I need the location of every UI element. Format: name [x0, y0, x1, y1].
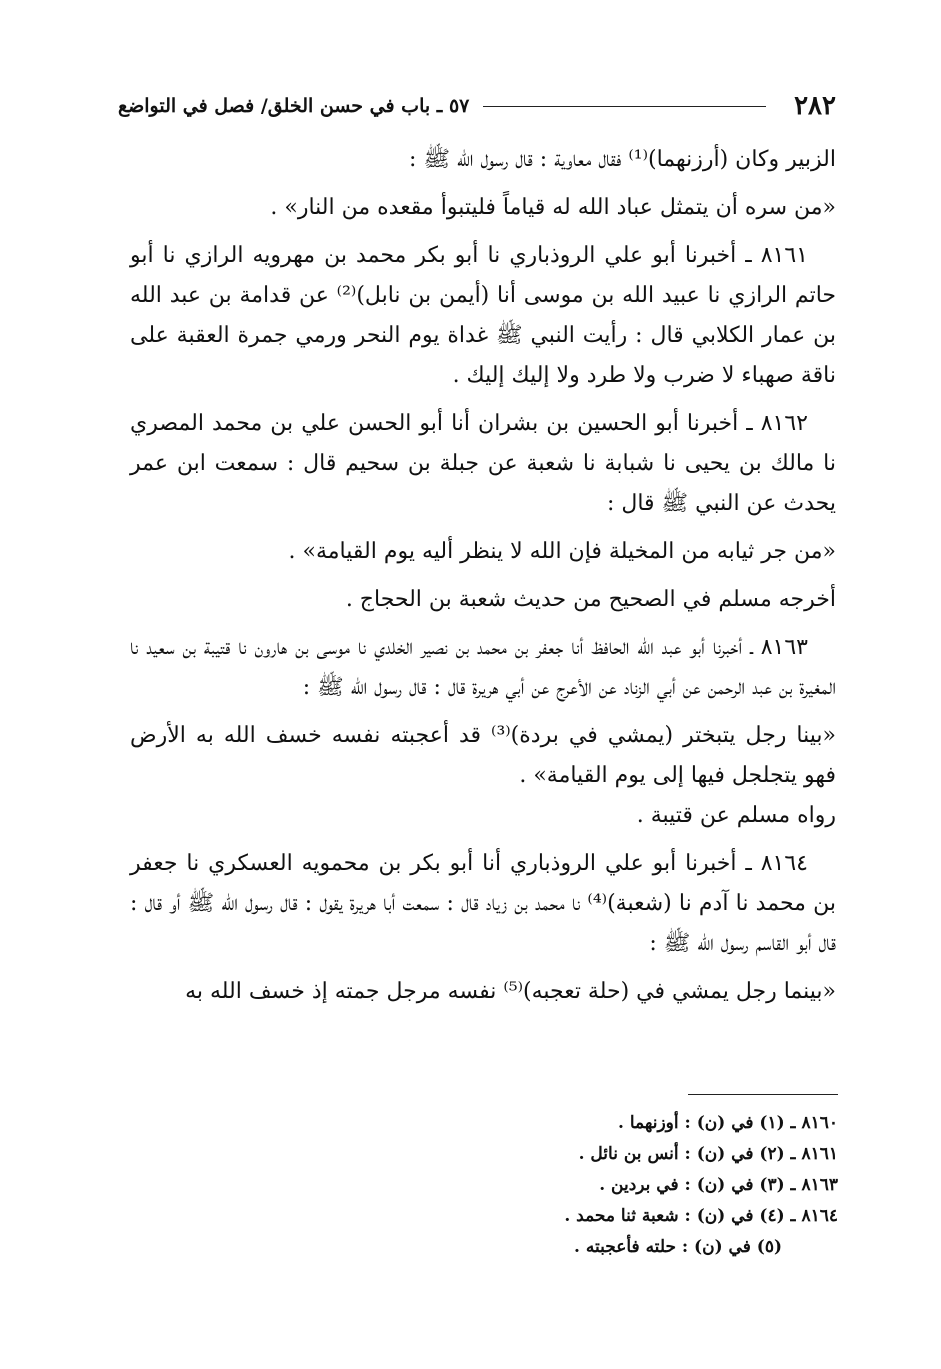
page-number: ٢٨٢ — [794, 91, 836, 121]
hadith-entry-8164: ٨١٦٤ ـ أخبرنا أبو علي الروذباري أنا أبو بكر بن محمويه العسكري نا جعفر بن محمد نا آدم نا (شعبة)⁽⁴⁾ نا محمد بن زياد قال : سمعت أبا هريرة يقول : قال رسول الله ﷺ أو قال : قال أبو القاسم رسول الله ﷺ : — [130, 851, 836, 956]
running-title: ٥٧ ـ باب في حسن الخلق/ فصل في التواضع — [118, 95, 470, 117]
paragraph: الزبير وكان (أرزنهما)⁽¹⁾ فقال معاوية : قال رسول الله ﷺ : — [409, 147, 836, 172]
footnote: (٥) في (ن) : حلته فأعجبته . — [574, 1237, 782, 1257]
footnote: ٨١٦٠ ـ (١) في (ن) : أوزنهما . — [618, 1113, 838, 1133]
paragraph: أخرجه مسلم في الصحيح من حديث شعبة بن الحجاج . — [345, 587, 836, 612]
hadith-quote: «بينما رجل يمشي في (حلة تعجبه)⁽⁵⁾ نفسه مرجل جمته إذ خسف الله به — [185, 979, 836, 1004]
hadith-entry-8163: ٨١٦٣ ـ أخبرنا أبو عبد الله الحافظ أنا جعفر بن محمد بن نصير الخلدي نا موسى بن هارون نا قتيبة بن سعيد نا المغيرة بن عبد الرحمن عن أبي الزناد عن الأعرج عن أبي هريرة قال : قال رسول الله ﷺ : — [130, 635, 836, 700]
paragraph: رواه مسلم عن قتيبة . — [636, 803, 836, 828]
header-rule — [483, 106, 766, 107]
hadith-entry-8162: ٨١٦٢ ـ أخبرنا أبو الحسين بن بشران أنا أبو الحسن علي بن محمد المصري نا مالك بن يحيى نا شبابة نا شعبة عن جبلة بن سحيم قال : سمعت ابن عمر يحدث عن النبي ﷺ قال : — [130, 411, 836, 516]
page-header — [118, 88, 836, 124]
hadith-quote: «بينا رجل يتبختر (يمشي في بردة)⁽³⁾ قد أعجبته نفسه خسف الله به الأرض فهو يتجلجل فيها إلى يوم القيامة» . — [130, 723, 836, 788]
footnote-separator — [688, 1094, 838, 1095]
footnote: ٨١٦٤ ـ (٤) في (ن) : شعبة ثنا محمد . — [564, 1206, 838, 1226]
footnote: ٨١٦٣ ـ (٣) في (ن) : في بردين . — [599, 1175, 838, 1195]
footnotes — [430, 1108, 838, 1263]
main-text — [130, 140, 836, 1020]
footnote: ٨١٦١ ـ (٢) في (ن) : أنس بن نائل . — [578, 1144, 838, 1164]
hadith-entry-8161: ٨١٦١ ـ أخبرنا أبو علي الروذباري نا أبو بكر محمد بن مهرويه الرازي نا أبو حاتم الرازي نا عبيد الله بن موسى أنا (أيمن بن نابل)⁽²⁾ عن قدامة بن عبد الله بن عمار الكلابي قال : رأيت النبي ﷺ غداة يوم النحر ورمي جمرة العقبة على ناقة صهباء لا ضرب ولا طرد ولا إليك إليك . — [130, 243, 837, 388]
hadith-quote: «من جر ثيابه من المخيلة فإن الله لا ينظر أليه يوم القيامة» . — [288, 539, 836, 564]
hadith-quote: «من سره أن يتمثل عباد الله له قياماً فليتبوأ مقعده من النار» . — [270, 195, 836, 220]
